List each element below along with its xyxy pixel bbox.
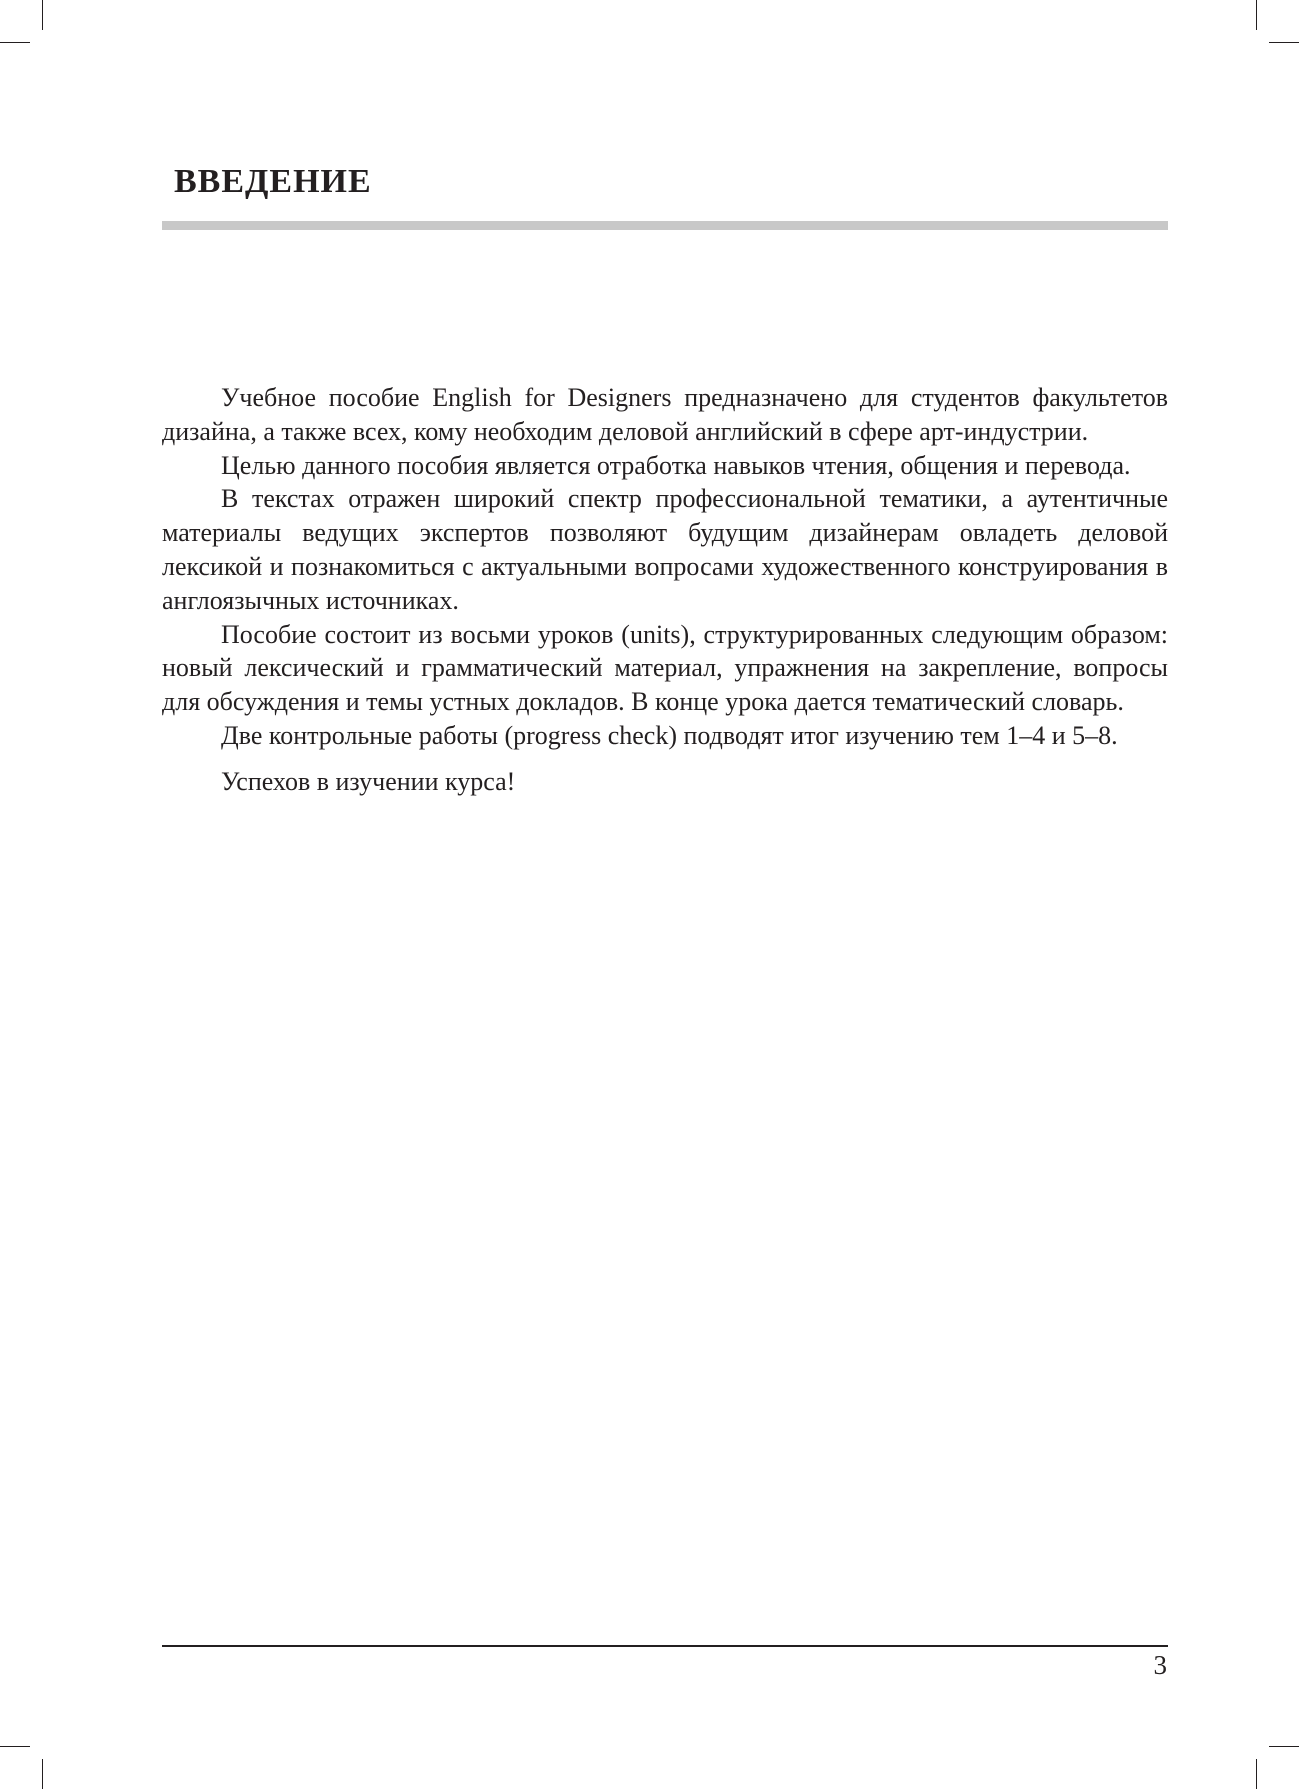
paragraph: В текстах отражен широкий спектр профессиональной тематики, а аутентичные материалы ведущих экспертов позволяют будущим дизайнерам овладеть деловой лексикой и познакомиться с актуальными вопросами художественного конструирования в англоязычных источниках. [162,484,1168,615]
crop-mark-bottom-right-vertical [1256,1759,1257,1789]
paragraph: Пособие состоит из восьми уроков (units), структурированных следующим образом: новый лексический и грамматический материал, упражнения на закрепление, вопросы для обсуждения и темы устных докладов. В конце урока дается тематический словарь. [162,619,1168,717]
heading-underline-bar [162,221,1168,230]
crop-mark-top-left-horizontal [0,42,30,43]
crop-mark-top-right-horizontal [1269,42,1299,43]
crop-mark-top-left-vertical [42,0,43,30]
crop-mark-bottom-left-vertical [42,1759,43,1789]
page-title: ВВЕДЕНИЕ [174,163,372,200]
crop-mark-bottom-right-horizontal [1269,1746,1299,1747]
closing-line: Успехов в изучении курса! [221,766,516,796]
introduction-text [162,381,1168,799]
paragraph: Учебное пособие English for Designers предназначено для студентов факультетов дизайна, а также всех, кому необходим деловой английский в сфере арт-индустрии. [162,383,1168,446]
crop-mark-bottom-left-horizontal [0,1746,30,1747]
crop-mark-top-right-vertical [1256,0,1257,30]
footer-rule [162,1645,1168,1647]
paragraph: Целью данного пособия является отработка навыков чтения, общения и перевода. [221,450,1131,480]
page-number: 3 [1153,1650,1167,1680]
paragraph: Две контрольные работы (progress check) подводят итог изучению тем 1–4 и 5–8. [221,720,1118,750]
